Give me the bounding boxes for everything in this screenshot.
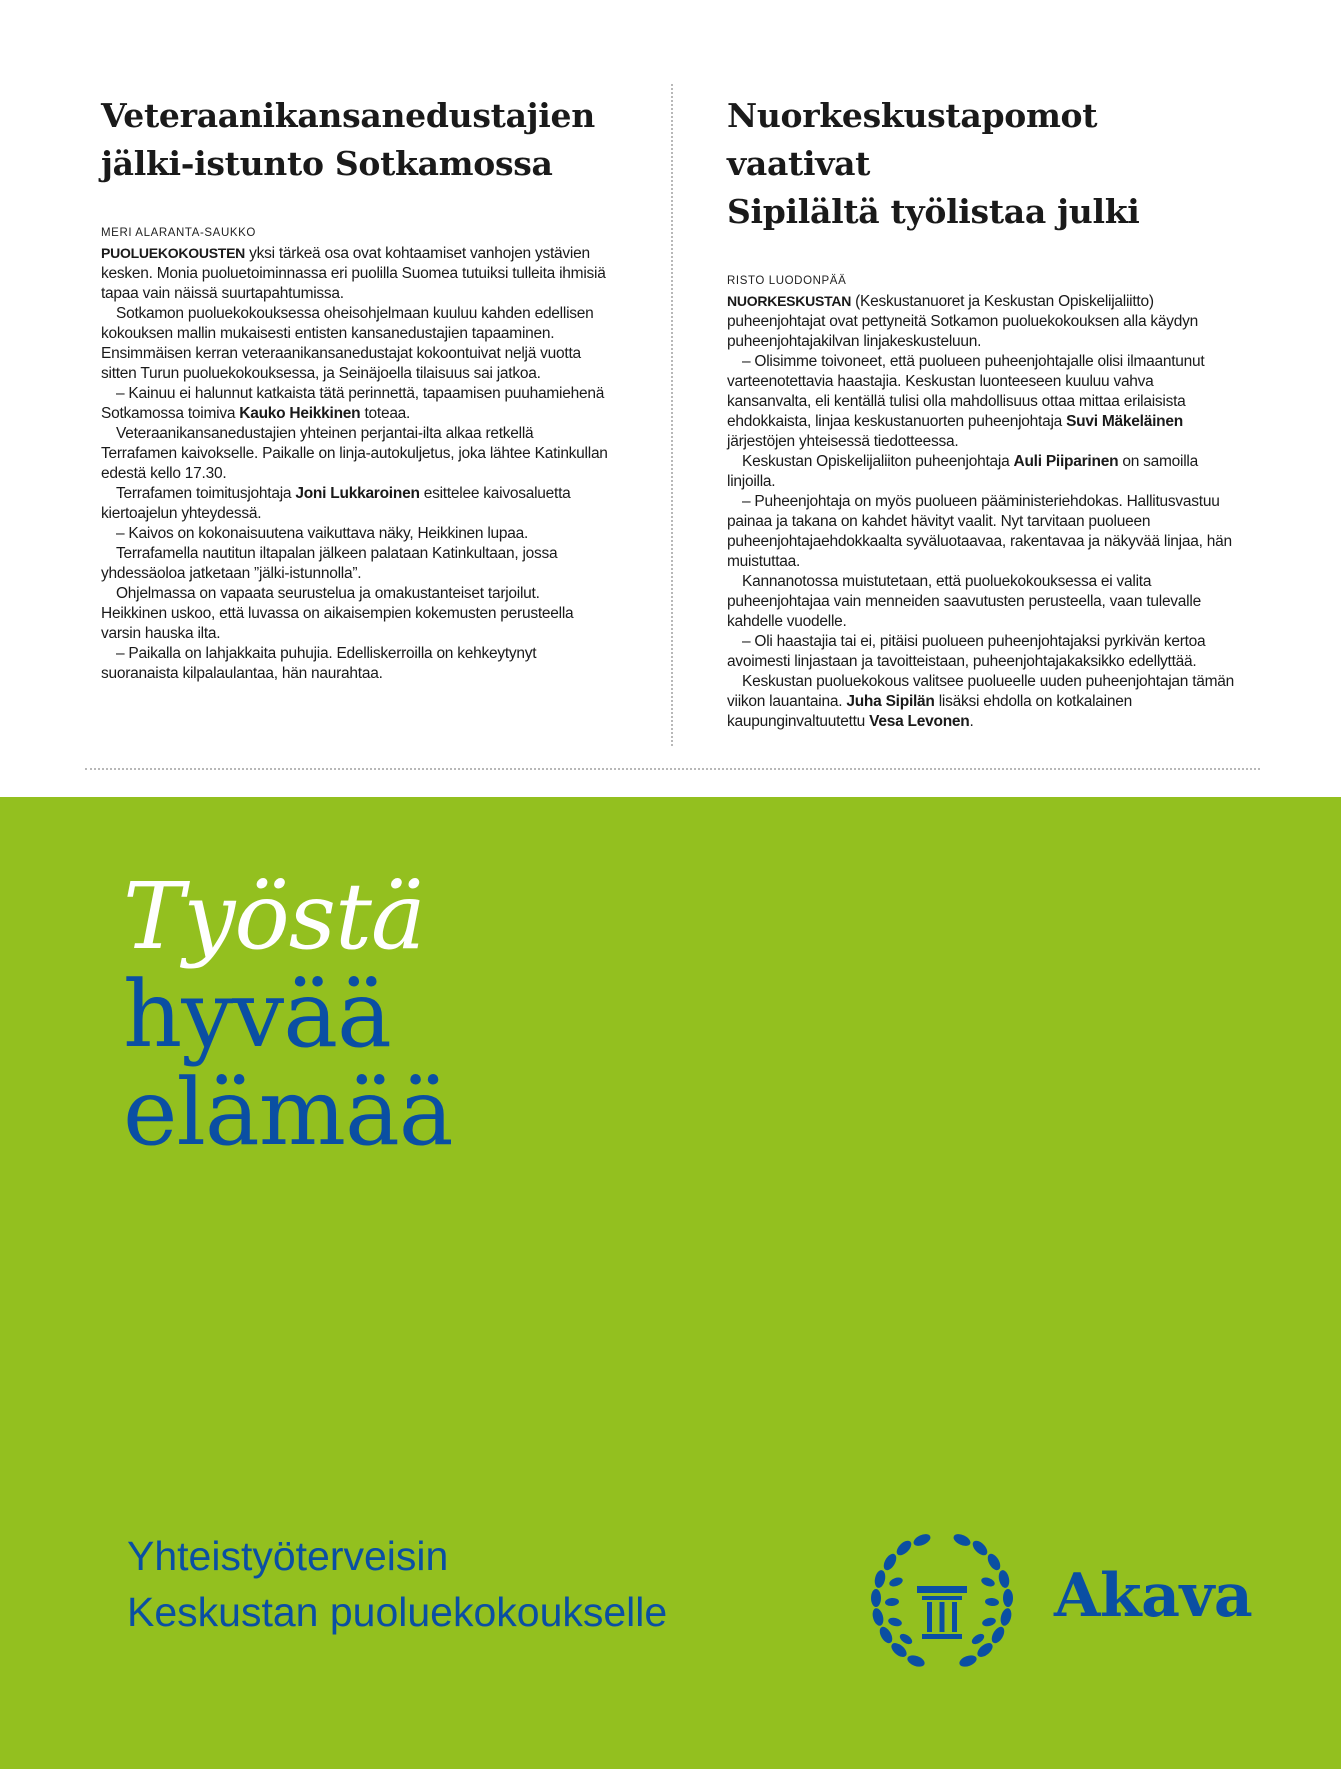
person-name: Joni Lukkaroinen <box>295 485 420 502</box>
person-name: Suvi Mäkeläinen <box>1066 413 1183 430</box>
paragraph: – Puheenjohtaja on myös puolueen pääministeriehdokas. Hallitusvastuu painaa ja takana on kahdet hävityt vaalit. Nyt tarvitaan puolueen puheenjohtajaehdokkaalta syväluotaavaa, rakentavaa ja näkyvää linjaa, hän muistuttaa. <box>727 493 1232 570</box>
akava-brand: Akava <box>1054 1561 1253 1631</box>
paragraph: Keskustan Opiskelijaliiton puheenjohtaja Auli Piiparinen on samoilla linjoilla. <box>727 453 1198 490</box>
article-body-right <box>727 291 1235 732</box>
byline-left: MERI ALARANTA-SAUKKO <box>101 227 256 239</box>
slogan-line2: hyvää <box>123 961 391 1068</box>
lead-word: PUOLUEKOKOUSTEN <box>101 245 246 261</box>
headline-left-line2: jälki-istunto Sotkamossa <box>101 144 553 183</box>
person-name: Vesa Levonen <box>869 713 970 730</box>
paragraph: – Kainuu ei halunnut katkaista tätä perinnettä, tapaamisen puuhamiehenä Sotkamossa toimiva Kauko Heikkinen toteaa. <box>101 385 605 422</box>
paragraph: Terrafamella nautitun iltapalan jälkeen palataan Katinkultaan, jossa yhdessäoloa jatketaan ”jälki-istunnolla”. <box>101 545 558 582</box>
ad-slogan <box>123 863 453 1166</box>
headline-right <box>727 92 1235 236</box>
paragraph: – Paikalla on lahjakkaita puhujia. Edelliskerroilla on kehkeytynyt suoranaista kilpalaulantaa, hän naurahtaa. <box>101 645 537 682</box>
byline-right: RISTO LUODONPÄÄ <box>727 275 847 287</box>
paragraph: Kannanotossa muistutetaan, että puoluekokouksessa ei valita puheenjohtajaa vain menneiden saavutusten perusteella, vaan tulevalle kahdelle vuodelle. <box>727 573 1201 630</box>
ad-greeting <box>127 1528 667 1640</box>
paragraph: – Oli haastajia tai ei, pitäisi puolueen puheenjohtajaksi pyrkivän kertoa avoimesti linjastaan ja tavoitteistaan, puheenjohtajakaksikko edellyttää. <box>727 633 1206 670</box>
article-nuorkeskusta <box>727 92 1235 732</box>
paragraph: NUORKESKUSTAN (Keskustanuoret ja Keskustan Opiskelijaliitto) puheenjohtajat ovat pettyneitä Sotkamon puoluekokouksen alla käydyn puheenjohtajakilvan linjakeskusteluun. <box>727 293 1198 350</box>
headline-right-line1: Nuorkeskustapomot vaativat <box>727 96 1098 183</box>
paragraph: Terrafamen toimitusjohtaja Joni Lukkaroinen esittelee kaivosaluetta kiertoajelun yhteydessä. <box>101 485 571 522</box>
paragraph: Keskustan puoluekokous valitsee puolueelle uuden puheenjohtajan tämän viikon lauantaina. Juha Sipilän lisäksi ehdolla on kotkalainen kaupunginvaltuutettu Vesa Levonen. <box>727 673 1235 730</box>
slogan-line1: Työstä <box>123 863 425 970</box>
paragraph: Veteraanikansanedustajien yhteinen perjantai-ilta alkaa retkellä Terrafamen kaivokselle. Paikalle on linja-autokuljetus, joka lähtee Katinkullan edestä kello 17.30. <box>101 425 608 482</box>
person-name: Juha Sipilän <box>846 693 935 710</box>
akava-advertisement <box>0 797 1341 1769</box>
slogan-line3: elämää <box>123 1059 453 1166</box>
paragraph: PUOLUEKOKOUSTEN yksi tärkeä osa ovat kohtaamiset vanhojen ystävien kesken. Monia puoluetoiminnassa eri puolilla Suomea tutuiksi tulleita ihmisiä tapaa vain näissä suurtapahtumissa. <box>101 245 606 302</box>
paragraph: – Kaivos on kokonaisuutena vaikuttava näky, Heikkinen lupaa. <box>116 525 529 542</box>
article-body-left <box>101 243 609 684</box>
headline-left <box>101 92 609 188</box>
headline-right-line2: Sipilältä työlistaa julki <box>727 192 1140 231</box>
paragraph: Ohjelmassa on vapaata seurustelua ja omakustanteiset tarjoilut. Heikkinen uskoo, että luvassa on aikaisempien kokemusten perusteella varsin hauska ilta. <box>101 585 574 642</box>
column-divider <box>671 84 673 746</box>
person-name: Kauko Heikkinen <box>239 405 361 422</box>
greeting-line2: Keskustan puoluekokoukselle <box>127 1589 668 1635</box>
headline-left-line1: Veteraanikansanedustajien <box>101 96 595 135</box>
greeting-line1: Yhteistyöterveisin <box>127 1533 449 1579</box>
laurel-column-icon <box>862 1522 1022 1682</box>
section-divider <box>85 768 1260 770</box>
paragraph: Sotkamon puoluekokouksessa oheisohjelmaan kuuluu kahden edellisen kokouksen mallin mukaisesti entisten kansanedustajien tapaaminen. Ensimmäisen kerran veteraanikansanedustajat kokoontuivat neljä vuotta sitten Turun puoluekokouksessa, ja Seinäjoella tilaisuus sai jatkoa. <box>101 305 594 382</box>
lead-word: NUORKESKUSTAN <box>727 293 852 309</box>
article-veteraanit <box>101 92 609 684</box>
person-name: Auli Piiparinen <box>1013 453 1119 470</box>
paragraph: – Olisimme toivoneet, että puolueen puheenjohtajalle olisi ilmaantunut varteenotettavia haastajia. Keskustan luonteeseen kuuluu vahva kansanvalta, eli kentällä tulisi olla mahdollisuus ottaa mittaa erilaisista ehdokkaista, linjaa keskustanuorten puheenjohtaja Suvi Mäkeläinen järjestöjen yhteisessä tiedotteessa. <box>727 353 1205 450</box>
